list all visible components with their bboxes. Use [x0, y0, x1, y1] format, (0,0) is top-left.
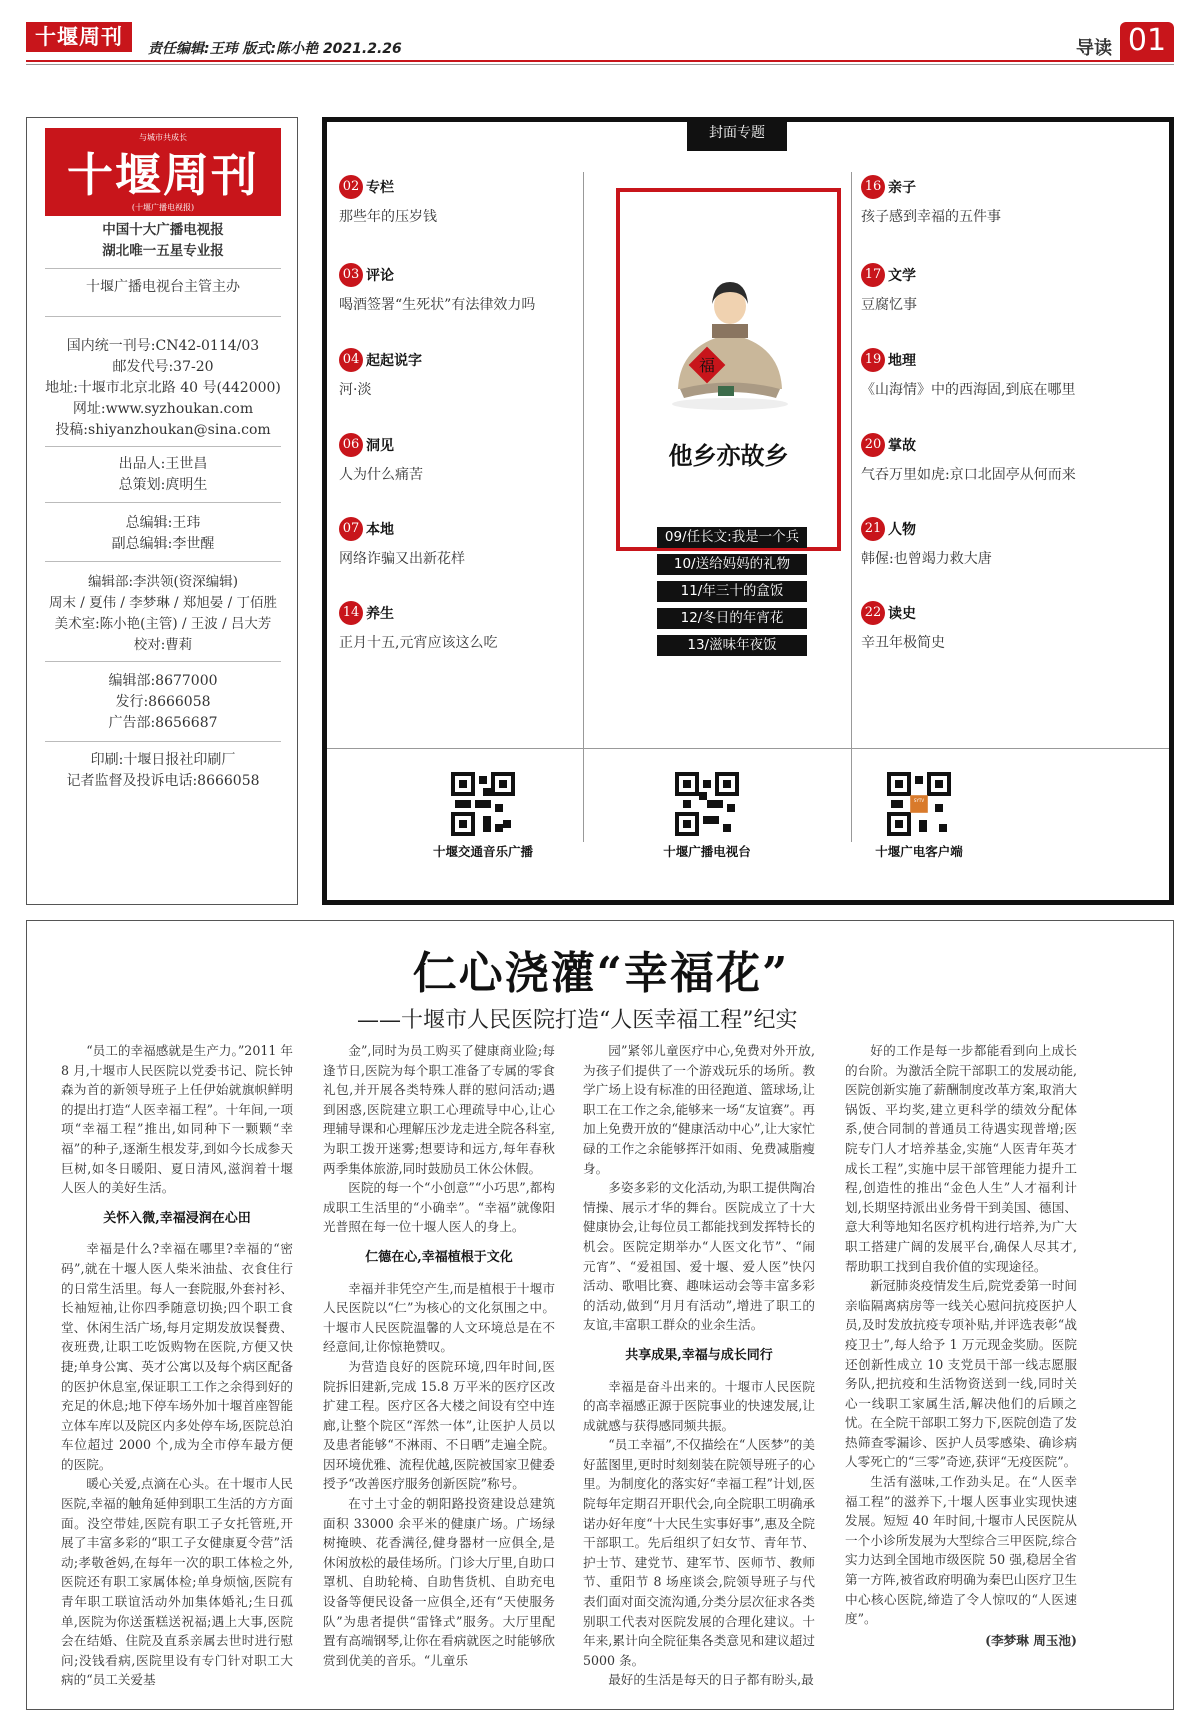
section-heading: 仁德在心,幸福植根于文化: [365, 1249, 513, 1265]
toc-item[interactable]: 21 人物 韩偓:也曾竭力救大唐: [861, 516, 1161, 568]
page-header: [0, 0, 1200, 70]
qr-code-icon: [451, 772, 515, 836]
toc-item[interactable]: 20 掌故 气吞万里如虎:京口北固亭从何而来: [861, 432, 1161, 484]
qr-block[interactable]: [844, 772, 994, 860]
story-link[interactable]: 09/任长文:我是一个兵: [657, 527, 807, 548]
paragraph: 为营造良好的医院环境,四年时间,医院拆旧建新,完成 15.8 万平米的医疗区改扩建工程。医疗区各大楼之间设有空中连廊,让整个院区“浑然一体”,让医护人员以及患者能够“不淋雨、不日晒”走遍全院。因环境优雅、流程优越,医院被国家卫健委授予“改善医疗服务创新医院”称号。: [323, 1358, 555, 1492]
masthead-box: [26, 117, 298, 905]
paragraph: 暖心关爱,点滴在心头。在十堰市人民医院,幸福的触角延伸到职工生活的方方面面。没空带娃,医院有职工子女托管班,开展了丰富多彩的“职工子女健康夏令营”活动;孝敬爸妈,在每年一次的职工体检之外,医院还有职工家属体检;单身烦恼,医院有青年职工联谊活动外加集体婚礼;生日孤单,医院为你送蛋糕送祝福;遇上大事,医院会在结婚、住院及直系亲属去世时进行慰问;没钱看病,医院里设有专门针对职工大病的“员工关爱基: [61, 1476, 293, 1688]
story-link[interactable]: 11/年三十的盒饭: [657, 581, 807, 602]
fu-character: 福: [698, 356, 716, 375]
paragraph: 新冠肺炎疫情发生后,院党委第一时间亲临隔离病房等一线关心慰问抗疫医护人员,及时发放抗疫专项补贴,并评选表彰“战疫卫士”,每人给予 1 万元现金奖励。医院还创新性成立 10 支党员干部一线志愿服务队,把抗疫和生活物资送到一线,同时关心一线职工家属生活,解决他们的后顾之忧。在全院干部职工努力下,医院创造了发热筛查零漏诊、医护人员零感染、确诊病人零死亡的“三零”奇迹,获评“无疫医院”。: [845, 1278, 1077, 1470]
toc-item[interactable]: 03 评论 喝酒签署“生死状”有法律效力吗: [339, 262, 589, 314]
paragraph: 幸福并非凭空产生,而是植根于十堰市人民医院以“仁”为核心的文化氛围之中。十堰市人民医院温馨的人文环境总是在不经意间,让你惊艳赞叹。: [323, 1280, 555, 1355]
toc-item[interactable]: 07 本地 网络诈骗又出新花样: [339, 516, 589, 568]
toc-item[interactable]: 14 养生 正月十五,元宵应该这么吃: [339, 600, 589, 652]
toc-item[interactable]: 04 起起说字 河·淡: [339, 347, 589, 399]
header-rule: [26, 60, 1174, 62]
divider: [45, 661, 281, 662]
contents-box: [322, 117, 1174, 905]
header-logo: 十堰周刊: [26, 22, 132, 52]
paragraph: 生活有滋味,工作劲头足。在“人医幸福工程”的滋养下,十堰人医事业实现快速发展。短短 40 年时间,十堰市人民医院从一个小诊所发展为大型综合三甲医院,综合实力达到全国地市级医院 50 强,稳居全省第一方阵,被省政府明确为秦巴山医疗卫生中心核心医院,缔造了令人惊叹的“人医速度”。: [845, 1474, 1077, 1627]
toc-item[interactable]: 02 专栏 那些年的压岁钱: [339, 174, 589, 226]
masthead-sponsor: 十堰广播电视台主管主办: [86, 279, 240, 295]
story-link[interactable]: 12/冬日的年宵花: [657, 608, 807, 629]
article-column-3: [583, 1041, 815, 1690]
feature-title: 他乡亦故乡: [668, 441, 789, 470]
divider: [45, 268, 281, 269]
paragraph: 在寸土寸金的朝阳路投资建设总建筑面积 33000 余平米的健康广场。广场绿树掩映、花香满径,健身器材一应俱全,是休闲放松的最佳场所。门诊大厅里,自助口罩机、自助轮椅、自助售货机、自助充电设备等便民设备一应俱全,还有“天使服务队”为患者提供“雷锋式”服务。大厅里配置有高端钢琴,让你在看病就医之时能够欣赏到优美的音乐。“儿童乐: [323, 1496, 555, 1668]
paragraph: “员工的幸福感就是生产力。”2011 年 8 月,十堰市人民医院以党委书记、院长钟森为首的新领导班子上任伊始就旗帜鲜明的提出打造“人医幸福工程”。十年间,一项项“幸福工程”推出,如同种下一颗颗“幸福”的种子,逐渐生根发芽,到如今长成参天巨树,如冬日暖阳、夏日清风,滋润着十堰人医人的美好生活。: [61, 1043, 293, 1196]
feature-stories: [587, 527, 877, 662]
paragraph: “员工幸福”,不仅描绘在“人医梦”的美好蓝图里,更时时刻刻装在院领导班子的心里。为制度化的落实好“幸福工程”计划,医院每年定期召开职代会,向全院职工明确承诺办好年度“十大民生实事好事”,惠及全院干部职工。先后组织了妇女节、青年节、护士节、建党节、建军节、医师节、教师节、重阳节 8 场座谈会,院领导班子与代表们面对面交流沟通,分类分层次征求各类别职工代表对医院发展的合理化建议。十年来,累计向全院征集各类意见和建议超过 5000 条。: [583, 1437, 815, 1668]
header-meta: 责任编辑:王玮 版式:陈小艳 2021.2.26: [148, 41, 402, 57]
toc-item[interactable]: 19 地理 《山海情》中的西海固,到底在哪里: [861, 347, 1161, 399]
paragraph: 好的工作是每一步都能看到向上成长的台阶。为激活全院干部职工的发展动能,医院创新实施了薪酬制度改革方案,取消大锅饭、平均奖,建立更科学的绩效分配体系,使合同制的普通员工待遇实现普增;医院专门人才培养基金,实施“人医青年英才成长工程”,实施中层干部管理能力提升工程,创造性的推出“金色人生”人才福利计划,长期坚持派出业务骨干到美国、德国、意大利等地知名医疗机构进行培养,为广大职工搭建广阔的发展平台,确保人尽其才,帮助职工找到自我价值的实现途径。: [845, 1043, 1077, 1274]
article-column-1: [61, 1041, 293, 1690]
header-section: 导读: [1076, 38, 1112, 59]
masthead-banner: [45, 128, 281, 216]
masthead-producers: 出品人:王世昌 总策划:庹明生: [118, 456, 208, 493]
divider: [45, 446, 281, 447]
page-number: 01: [1120, 22, 1174, 60]
divider: [45, 502, 281, 503]
qr-label: 十堰广播电视台: [663, 844, 751, 859]
qr-block[interactable]: [632, 772, 782, 860]
contents-tab: 封面专题: [687, 117, 787, 151]
paragraph: 金”,同时为员工购买了健康商业险;每逢节日,医院为每个职工准备了专属的零食礼包,并开展各类特殊人群的慰问活动;遇到困惑,医院建立职工心理疏导中心,让心理辅导课和心理解压沙龙走进全院各科室,为职工拨开迷雾;想要诗和远方,每年春秋两季集体旅游,同时鼓励员工休公休假。: [323, 1043, 555, 1176]
masthead-tagline: 与城市共成长: [139, 133, 187, 142]
divider: [45, 561, 281, 562]
masthead-staff: 编辑部:李洪领(资深编辑) 周末 / 夏伟 / 李梦琳 / 郑旭晏 / 丁佰胜 美术室:陈小艳(主管) / 王波 / 吕大芳 校对:曹莉: [48, 574, 278, 653]
qr-badge: SYTV: [913, 798, 925, 803]
masthead-subtitle: (十堰广播电视报): [131, 203, 195, 212]
cover-illustration: [620, 264, 837, 414]
divider: [851, 172, 852, 842]
cover-feature[interactable]: [616, 188, 841, 551]
story-link[interactable]: 13/滋味年夜饭: [657, 635, 807, 656]
paragraph: 最好的生活是每天的日子都有盼头,最: [608, 1672, 814, 1688]
article-column-2: [323, 1041, 555, 1670]
masthead-slogans: 中国十大广播电视报 湖北唯一五星专业报: [102, 222, 224, 259]
masthead-info: 国内统一刊号:CN42-0114/03 邮发代号:37-20 地址:十堰市北京北路 40 号(442000) 网址:www.syzhoukan.com 投稿:shiyanzhoukan@sina.com: [45, 338, 281, 438]
paragraph: 幸福是什么?幸福在哪里?幸福的“密码”,就在十堰人医人柴米油盐、衣食住行的日常生活里。每人一套院服,外套衬衫、长袖短袖,让你四季随意切换;四个职工食堂、休闲生活广场,每月定期发放误餐费、夜班费,让职工吃饭购物在医院,方便又快捷;单身公寓、英才公寓以及每个病区配备的医护休息室,保证职工工作之余得到好的充足的休息;地下停车场外加十堰首座智能立体车库以及院区内多处停车场,医院总泊车位超过 2000 个,成为全市停车最方便的医院。: [61, 1241, 293, 1472]
masthead-phones: 编辑部:8677000 发行:8666058 广告部:8656687: [108, 673, 218, 731]
qr-code-icon: [887, 772, 951, 836]
toc-item[interactable]: 22 读史 辛丑年极简史: [861, 600, 1161, 652]
qr-block[interactable]: [408, 772, 558, 860]
section-heading: 关怀入微,幸福浸润在心田: [103, 1210, 251, 1226]
paragraph: 幸福是奋斗出来的。十堰市人民医院的高幸福感正源于医院事业的快速发展,让成就感与获得感同频共振。: [583, 1378, 815, 1433]
qr-label: 十堰交通音乐广播: [432, 844, 533, 859]
qr-code-icon: [675, 772, 739, 836]
article-title: 仁心浇灌“幸福花”: [412, 948, 790, 999]
toc-item[interactable]: 06 洞见 人为什么痛苦: [339, 432, 589, 484]
article: [26, 920, 1174, 1710]
paragraph: 园”紧邻儿童医疗中心,免费对外开放,为孩子们提供了一个游戏玩乐的场所。教学广场上设有标准的田径跑道、篮球场,让职工在工作之余,能够来一场“友谊赛”。再加上免费开放的“健康活动中心”,让大家忙碌的工作之余能够挥汗如雨、免费减脂瘦身。: [583, 1043, 815, 1176]
article-column-4: [845, 1041, 1077, 1650]
article-subtitle: ——十堰市人民医院打造“人医幸福工程”纪实: [357, 1008, 798, 1033]
qr-label: 十堰广电客户端: [875, 844, 963, 859]
header-rule-thin: [26, 64, 1174, 65]
divider: [45, 741, 281, 742]
masthead-printing: 印刷:十堰日报社印刷厂 记者监督及投诉电话:8666058: [66, 752, 260, 789]
toc-item[interactable]: 17 文学 豆腐忆事: [861, 262, 1161, 314]
section-heading: 共享成果,幸福与成长同行: [625, 1347, 773, 1363]
paragraph: 医院的每一个“小创意”“小巧思”,都构成职工生活里的“小确幸”。“幸福”就像阳光普照在每一位十堰人医人的身上。: [323, 1180, 555, 1235]
story-link[interactable]: 10/送给妈妈的礼物: [657, 554, 807, 575]
paragraph: 多姿多彩的文化活动,为职工提供陶冶情操、展示才华的舞台。医院成立了十大健康协会,让每位员工都能找到发挥特长的机会。医院定期举办“人医文化节”、“闹元宵”、“爱祖国、爱十堰、爱人医”快闪活动、歌唱比赛、趣味运动会等丰富多彩的活动,做到“月月有活动”,增进了职工的友谊,丰富职工群众的业余生活。: [583, 1180, 815, 1333]
masthead-editors: 总编辑:王玮 副总编辑:李世醒: [111, 515, 215, 552]
divider: [45, 316, 281, 317]
toc-item[interactable]: 16 亲子 孩子感到幸福的五件事: [861, 174, 1161, 226]
article-author: (李梦琳 周玉池): [985, 1632, 1077, 1648]
masthead-title: 十堰周刊: [67, 148, 259, 202]
divider: [327, 748, 1169, 749]
